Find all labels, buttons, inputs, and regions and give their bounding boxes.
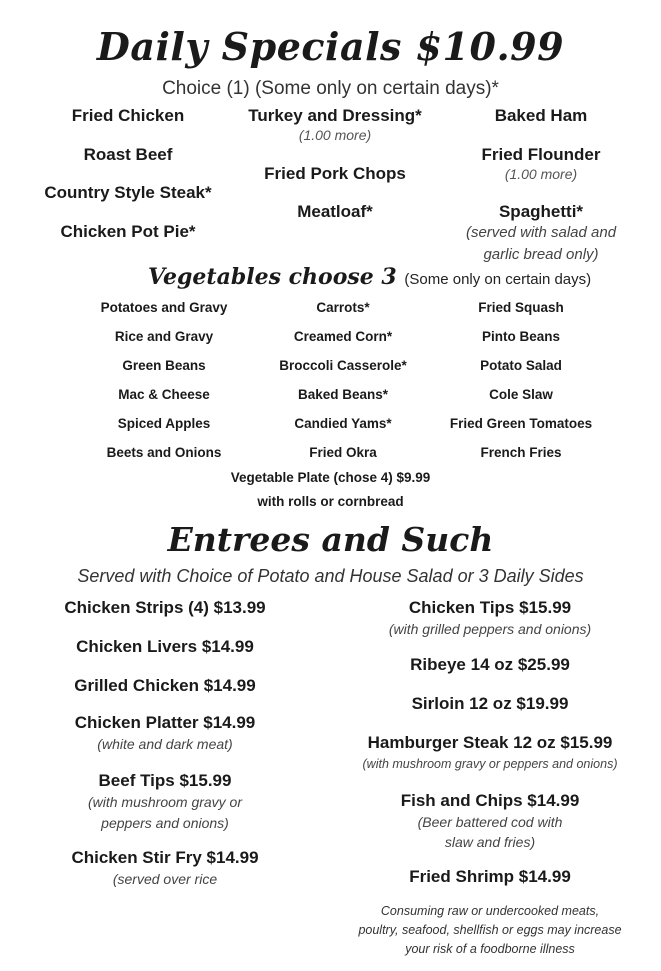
vegetable-item: Carrots* (316, 300, 370, 315)
entree-item: Chicken Stir Fry $14.99 (71, 848, 259, 867)
vegetable-plate: Vegetable Plate (chose 4) $9.99 (230, 470, 431, 485)
specials-title: Daily Specials $10.99 (96, 24, 565, 69)
special-item: Country Style Steak* (44, 183, 212, 202)
entree-item: Chicken Platter $14.99 (74, 713, 256, 732)
entree-item: Fish and Chips $14.99 (400, 791, 580, 810)
entree-item-note: peppers and onions) (101, 815, 229, 831)
vegetable-item: Fried Squash (478, 300, 564, 315)
entree-item-note: (with mushroom gravy or (87, 794, 243, 810)
entree-item-note: slaw and fries) (444, 834, 536, 850)
vegetable-item: Cole Slaw (489, 387, 553, 402)
vegetables-heading (148, 264, 591, 290)
vegetable-item: Rice and Gravy (114, 329, 214, 344)
special-item-note: (1.00 more) (504, 166, 578, 182)
special-item: Roast Beef (83, 145, 173, 164)
vegetables-heading-text: Vegetables choose 3 (148, 264, 397, 290)
entree-item-note: (with mushroom gravy or peppers and onions) (362, 757, 618, 771)
vegetable-item: Green Beans (122, 358, 206, 373)
vegetable-item: Pinto Beans (481, 329, 560, 344)
entree-item-note: (with grilled peppers and onions) (388, 621, 592, 637)
special-item: Turkey and Dressing* (248, 106, 422, 125)
vegetable-item: Broccoli Casserole* (279, 358, 407, 373)
entree-item: Sirloin 12 oz $19.99 (411, 694, 569, 713)
vegetable-item: French Fries (480, 445, 562, 460)
vegetable-item: Potato Salad (480, 358, 562, 373)
vegetable-item: Potatoes and Gravy (100, 300, 228, 315)
vegetable-item: Fried Green Tomatoes (449, 416, 593, 431)
vegetable-item: Baked Beans* (297, 387, 389, 402)
vegetable-item: Creamed Corn* (293, 329, 393, 344)
entrees-subtitle: Served with Choice of Potato and House Salad or 3 Daily Sides (77, 566, 584, 586)
entree-item: Chicken Tips $15.99 (408, 598, 572, 617)
entree-item: Grilled Chicken $14.99 (74, 676, 256, 695)
vegetable-item: Spiced Apples (117, 416, 211, 431)
entree-item: Beef Tips $15.99 (98, 771, 232, 790)
special-item: Chicken Pot Pie* (60, 222, 196, 241)
special-item: Baked Ham (494, 106, 588, 125)
special-item-note: garlic bread only) (483, 246, 599, 263)
entree-item-note: (Beer battered cod with (417, 814, 563, 830)
entrees-title: Entrees and Such (167, 520, 494, 559)
special-item-note: (1.00 more) (298, 127, 372, 143)
vegetable-item: Beets and Onions (106, 445, 222, 460)
special-item-note: (served with salad and (465, 224, 617, 241)
special-item: Fried Flounder (481, 145, 601, 164)
entree-item: Chicken Strips (4) $13.99 (64, 598, 266, 617)
disclaimer-line: poultry, seafood, shellfish or eggs may increase (358, 923, 622, 937)
vegetables-heading-note: (Some only on certain days) (404, 271, 592, 288)
entree-item: Ribeye 14 oz $25.99 (410, 655, 570, 674)
vegetable-item: Candied Yams* (294, 416, 392, 431)
disclaimer-line: your risk of a foodborne illness (405, 942, 575, 956)
entree-item-note: (served over rice (112, 871, 218, 887)
vegetable-plate-note: with rolls or cornbread (257, 494, 404, 509)
special-item: Spaghetti* (498, 202, 584, 221)
special-item: Fried Pork Chops (264, 164, 406, 183)
entree-item: Fried Shrimp $14.99 (409, 867, 571, 886)
entree-item-note: (white and dark meat) (97, 736, 233, 752)
vegetable-item: Mac & Cheese (118, 387, 210, 402)
vegetable-item: Fried Okra (309, 445, 377, 460)
disclaimer-line: Consuming raw or undercooked meats, (380, 904, 600, 918)
special-item: Meatloaf* (297, 202, 373, 221)
specials-subtitle: Choice (1) (Some only on certain days)* (162, 78, 499, 99)
entree-item: Hamburger Steak 12 oz $15.99 (367, 733, 613, 752)
special-item: Fried Chicken (71, 106, 185, 125)
entree-item: Chicken Livers $14.99 (76, 637, 254, 656)
